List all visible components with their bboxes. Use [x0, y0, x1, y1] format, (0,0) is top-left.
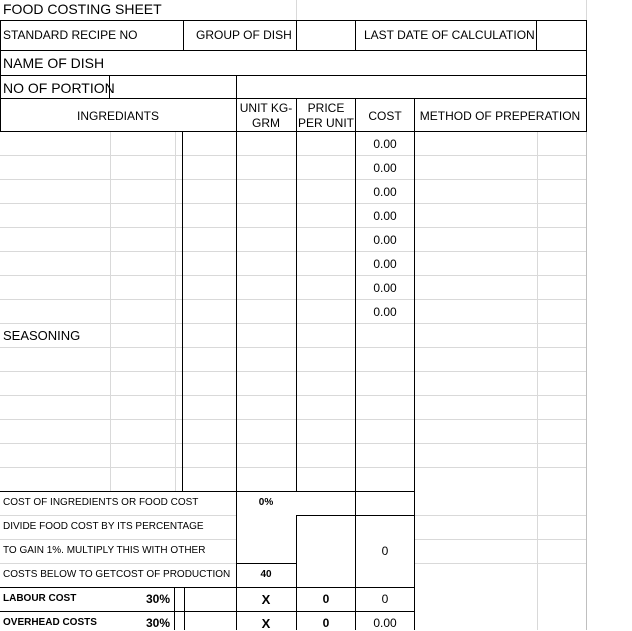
price-column-header-line2: PER UNIT — [297, 116, 354, 130]
grid-line — [0, 443, 586, 444]
cost-cell: 0.00 — [373, 209, 397, 223]
labour-cost-label: LABOUR COST — [3, 593, 77, 604]
unit-column-header-line2: GRM — [252, 116, 280, 130]
border-line — [296, 20, 297, 51]
gain-value: 0 — [381, 544, 389, 558]
grid-line — [0, 227, 586, 228]
cost-column-header: COST — [368, 109, 402, 123]
border-line — [586, 132, 587, 630]
grid-line — [0, 347, 586, 348]
border-line — [536, 20, 537, 51]
grid-line — [0, 275, 586, 276]
border-line — [0, 50, 587, 51]
gain-label: TO GAIN 1%. MULTIPLY THIS WITH OTHER — [3, 545, 206, 556]
grid-line — [415, 515, 586, 516]
grid-line — [0, 395, 586, 396]
cost-cell: 0.00 — [373, 233, 397, 247]
overhead-price: 0 — [322, 616, 330, 630]
border-line — [182, 132, 183, 492]
costs-below-value: 40 — [260, 569, 272, 580]
grid-line — [296, 0, 297, 20]
grid-line — [0, 419, 586, 420]
cost-cell: 0.00 — [373, 257, 397, 271]
border-line — [0, 75, 587, 76]
cost-cell: 0.00 — [373, 161, 397, 175]
grid-line — [175, 132, 176, 492]
costs-below-cell — [3, 570, 236, 582]
grid-line — [537, 132, 538, 630]
border-line — [586, 20, 587, 132]
overhead-cost-value: 0.00 — [373, 616, 397, 630]
price-column-header-line1: PRICE — [307, 101, 345, 115]
labour-multiply-sign: X — [261, 592, 271, 607]
overhead-percentage: 30% — [145, 616, 170, 630]
border-line — [0, 131, 587, 132]
grid-line — [0, 179, 586, 180]
grid-line — [0, 467, 586, 468]
grid-line — [0, 155, 586, 156]
sheet-title: FOOD COSTING SHEET — [3, 1, 162, 17]
border-line — [296, 515, 297, 630]
border-line — [0, 98, 587, 99]
border-line — [183, 20, 184, 51]
grid-line — [0, 323, 586, 324]
method-column-header: METHOD OF PREPERATION — [419, 109, 581, 123]
overhead-cost-label: OVERHEAD COSTS — [3, 617, 97, 628]
name-of-dish-label: NAME OF DISH — [3, 55, 105, 71]
cost-cell: 0.00 — [373, 185, 397, 199]
cost-cell: 0.00 — [373, 305, 397, 319]
border-line — [0, 587, 415, 588]
food-cost-percentage: 0% — [258, 497, 274, 508]
border-line — [0, 20, 587, 21]
cost-cell: 0.00 — [373, 281, 397, 295]
border-line — [236, 563, 296, 564]
grid-line — [0, 563, 236, 564]
food-cost-label: COST OF INGREDIENTS OR FOOD COST — [3, 497, 199, 508]
grid-line — [415, 539, 586, 540]
grid-line — [0, 371, 586, 372]
labour-cost-value: 0 — [381, 592, 389, 606]
no-of-portion-label: NO OF PORTION — [3, 80, 115, 96]
divide-food-cost-label: DIVIDE FOOD COST BY ITS PERCENTAGE — [3, 521, 204, 532]
unit-column-header-line1: UNIT KG- — [239, 101, 293, 115]
grid-line — [0, 251, 586, 252]
grid-line — [415, 563, 586, 564]
border-line — [0, 491, 415, 492]
seasoning-label: SEASONING — [3, 328, 81, 343]
grid-line — [0, 539, 236, 540]
border-line — [355, 20, 356, 51]
grid-line — [0, 299, 586, 300]
grid-line — [586, 0, 587, 20]
border-line — [296, 99, 297, 492]
border-line — [184, 587, 185, 630]
cost-cell: 0.00 — [373, 137, 397, 151]
grid-line — [0, 515, 236, 516]
border-line — [174, 587, 175, 630]
group-of-dish-label: GROUP OF DISH — [196, 28, 292, 42]
border-line — [0, 611, 415, 612]
overhead-multiply-sign: X — [261, 616, 271, 631]
grid-line — [0, 203, 586, 204]
ingredients-column-header: INGREDIANTS — [76, 109, 159, 123]
standard-recipe-no-label: STANDARD RECIPE NO — [3, 28, 138, 42]
labour-percentage: 30% — [145, 592, 170, 606]
last-date-label: LAST DATE OF CALCULATION — [364, 28, 535, 42]
labour-price: 0 — [322, 592, 330, 606]
costs-below-label: COSTS BELOW TO GETCOST OF PRODUCTION — [3, 570, 231, 580]
grid-line — [110, 132, 111, 492]
border-line — [236, 75, 237, 630]
